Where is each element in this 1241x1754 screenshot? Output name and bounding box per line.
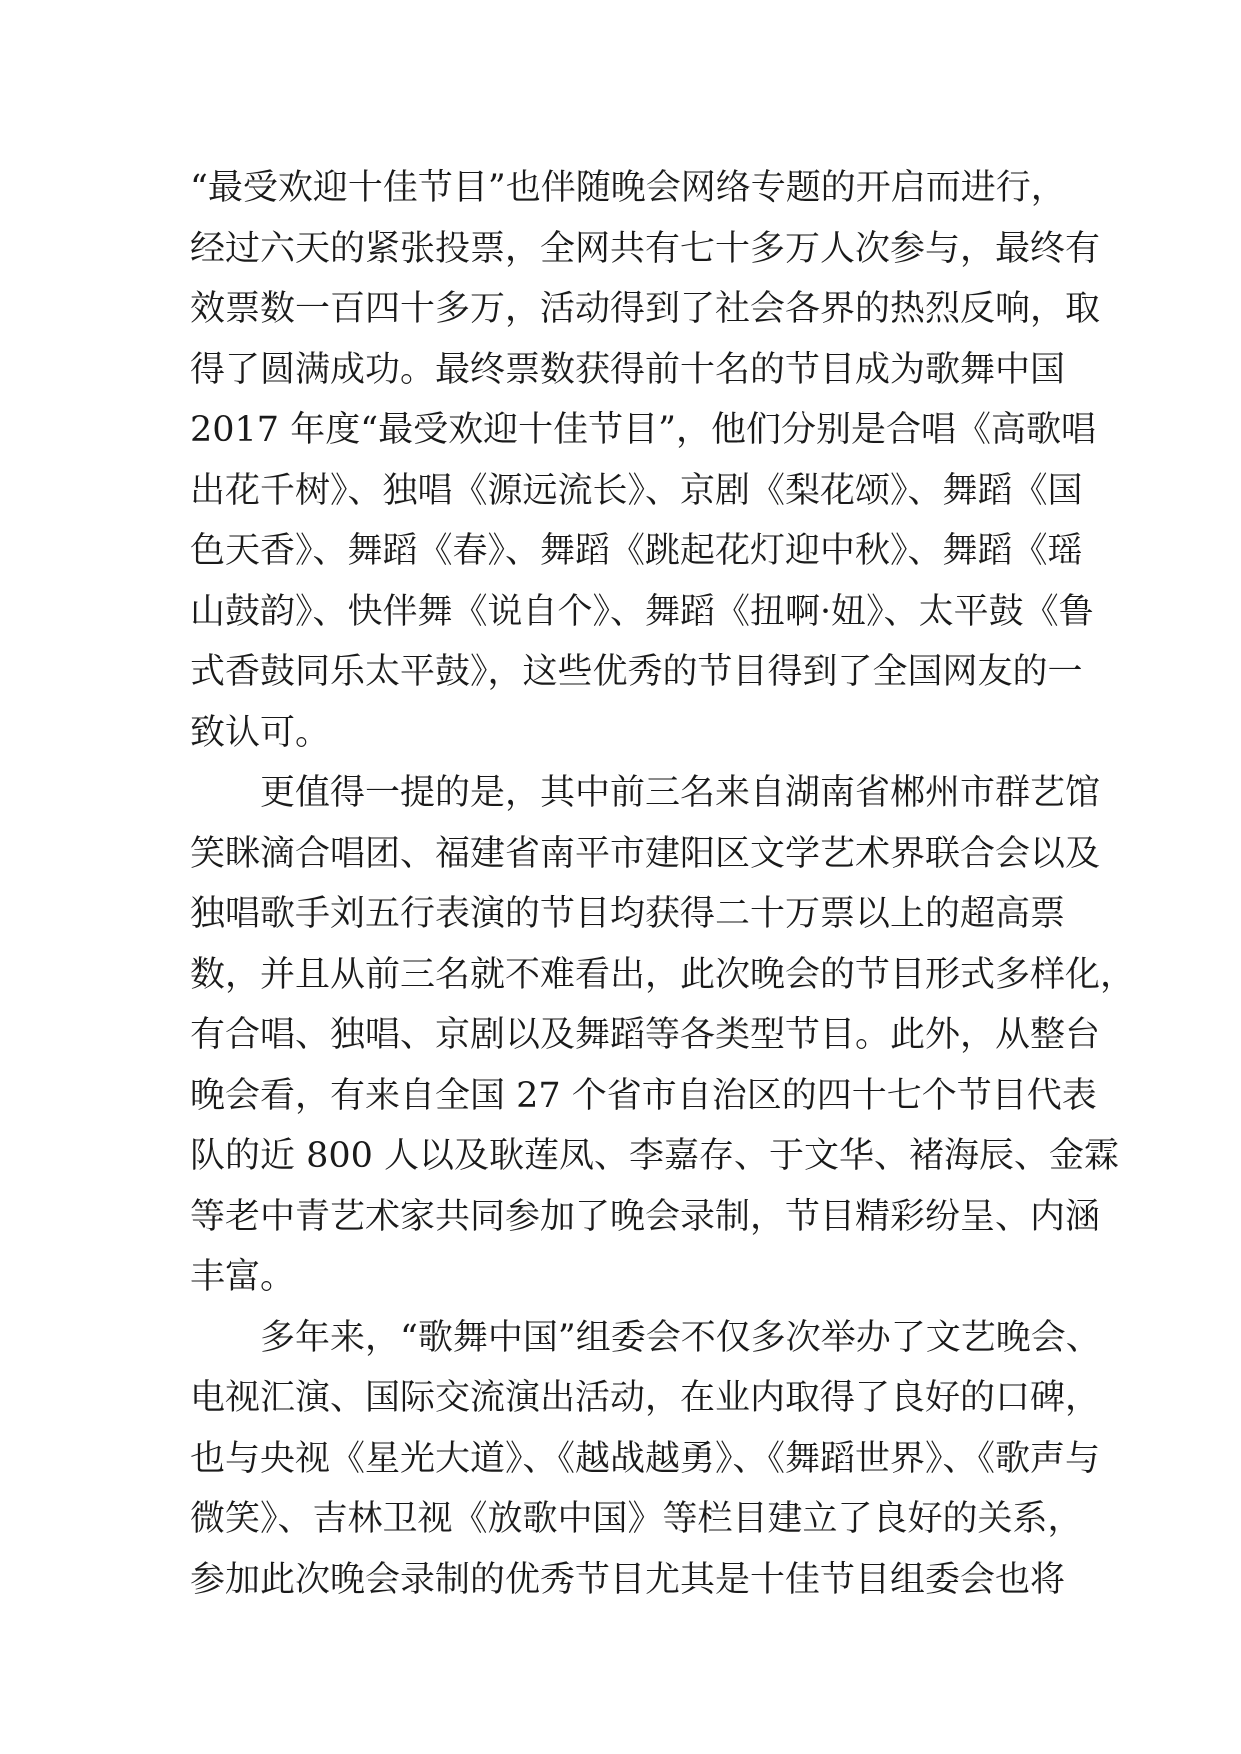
document-body	[190, 158, 1136, 1610]
paragraph-2-line-8: 等老中青艺术家共同参加了晚会录制，节目精彩纷呈、内涵	[190, 1196, 1101, 1237]
paragraph-3-line-5: 参加此次晚会录制的优秀节目尤其是十佳节目组委会也将	[190, 1559, 1066, 1600]
paragraph-2-line-6: 晚会看，有来自全国 27 个省市自治区的四十七个节目代表	[190, 1075, 1097, 1116]
paragraph-1-line-2: 经过六天的紧张投票，全网共有七十多万人次参与，最终有	[190, 228, 1101, 269]
paragraph-2-line-3: 独唱歌手刘五行表演的节目均获得二十万票以上的超高票	[190, 894, 1066, 934]
paragraph-3-line-3: 也与央视《星光大道》、《越战越勇》、《舞蹈世界》、《歌声与	[190, 1438, 1101, 1479]
paragraph-1-line-9: 式香鼓同乐太平鼓》，这些优秀的节目得到了全国网友的一	[190, 652, 1083, 692]
paragraph-2-line-5: 有合唱、独唱、京剧以及舞蹈等各类型节目。此外，从整台	[190, 1015, 1101, 1055]
paragraph-1-line-10: 致认可。	[190, 712, 331, 753]
paragraph-2-line-1: 更值得一提的是，其中前三名来自湖南省郴州市群艺馆	[260, 773, 1101, 813]
paragraph-2-line-4: 数，并且从前三名就不难看出，此次晚会的节目形式多样化，	[190, 954, 1136, 995]
paragraph-1-line-6: 出花千树》、独唱《源远流长》、京剧《梨花颂》、舞蹈《国	[190, 470, 1083, 511]
paragraph-3-line-1: 多年来，“歌舞中国”组委会不仅多次举办了文艺晚会、	[260, 1317, 1101, 1358]
paragraph-1-line-1: “最受欢迎十佳节目”也伴随晚会网络专题的开启而进行，	[190, 168, 1066, 208]
paragraph-1-line-7: 色天香》、舞蹈《春》、舞蹈《跳起花灯迎中秋》、舞蹈《瑶	[190, 531, 1083, 571]
paragraph-2-line-7: 队的近 800 人以及耿莲凤、李嘉存、于文华、褚海辰、金霖	[190, 1136, 1120, 1176]
paragraph-1-line-8: 山鼓韵》、快伴舞《说自个》、舞蹈《扭啊·妞》、太平鼓《鲁	[190, 591, 1094, 632]
paragraph-2-line-2: 笑眯滴合唱团、福建省南平市建阳区文学艺术界联合会以及	[190, 833, 1101, 874]
paragraph-1-line-4: 得了圆满成功。最终票数获得前十名的节目成为歌舞中国	[190, 349, 1066, 390]
paragraph-3-line-2: 电视汇演、国际交流演出活动，在业内取得了良好的口碑，	[190, 1378, 1101, 1418]
paragraph-3-line-4: 微笑》、吉林卫视《放歌中国》等栏目建立了良好的关系，	[190, 1499, 1083, 1539]
paragraph-1-line-5: 2017 年度“最受欢迎十佳节目”，他们分别是合唱《高歌唱	[190, 410, 1096, 450]
paragraph-1-line-3: 效票数一百四十多万，活动得到了社会各界的热烈反响，取	[190, 289, 1101, 329]
paragraph-2-line-9: 丰富。	[190, 1257, 296, 1297]
